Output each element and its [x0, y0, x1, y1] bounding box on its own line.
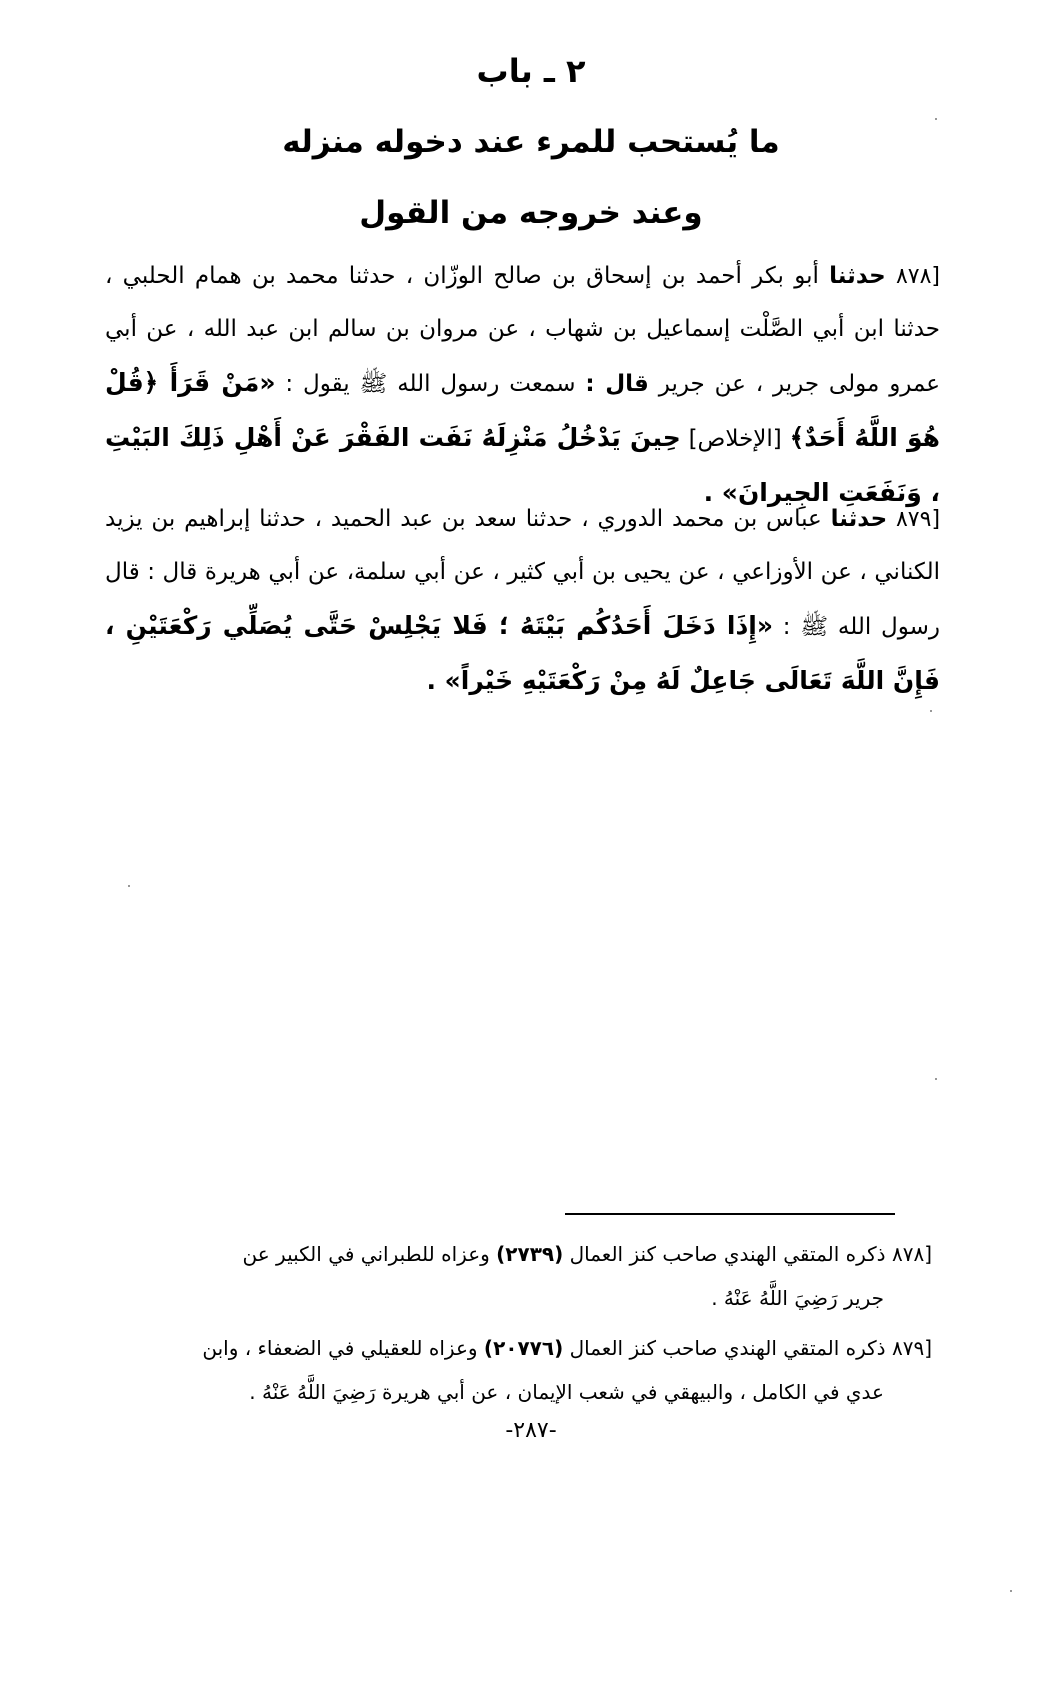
hadith-isnad: أبو بكر أحمد بن إسحاق بن صالح الوزّان ، حدثنا محمد بن همام الحلبي ، حدثنا ابن أبي الصَّلْت إسماعيل بن شهاب ، عن مروان بن سالم ابن عبد الله ، عن أبي عمرو مولى جرير ، عن جرير [105, 263, 941, 397]
hadith-number: [٨٧٨ [895, 264, 940, 289]
hadith-isnad: عباس بن محمد الدوري ، حدثنا سعد بن عبد الحميد ، حدثنا إبراهيم بن يزيد الكناني ، عن الأوزاعي ، عن يحيى بن أبي كثير ، عن أبي سلمة، عن أبي هريرة قال : قال رسول الله ﷺ : [105, 506, 941, 640]
hadith-lead: حدثنا [830, 506, 888, 532]
scan-speck [128, 885, 130, 887]
footnote-text-cont: وعزاه للعقيلي في الضعفاء ، وابن [202, 1336, 478, 1360]
hadith-number: [٨٧٩ [895, 507, 941, 532]
footnote-text-cont: وعزاه للطبراني في الكبير عن [242, 1242, 490, 1266]
hadith-quote: «إِذَا دَخَلَ أَحَدُكُم بَيْتَهُ ؛ فَلا يَجْلِسْ حَتَّى يُصَلِّي رَكْعَتَيْنِ ، فَإِنَّ اللَّهَ تَعَالَى جَاعِلٌ لَهُ مِنْ رَكْعَتَيْهِ خَيْراً» . [105, 611, 940, 695]
footnote-ref: (٢٧٣٩) [496, 1242, 564, 1266]
chapter-number: ٢ ـ باب [476, 52, 586, 90]
chapter-title-line2: وعند خروجه من القول [359, 195, 703, 231]
scan-speck [1010, 1590, 1012, 1592]
surah-reference: [الإخلاص] [688, 426, 782, 452]
footnote-line2: عدي في الكامل ، والبيهقي في شعب الإيمان ، عن أبي هريرة رَضِيَ اللَّهُ عَنْهُ . [249, 1380, 884, 1404]
footnote-text: ذكره المتقي الهندي صاحب كنز العمال [569, 1336, 886, 1360]
hadith-lead: حدثنا [829, 263, 886, 289]
page-number: -٢٨٧- [505, 1418, 557, 1443]
hadith-quote-part2: حِينَ يَدْخُلُ مَنْزِلَهُ نَفَت الفَقْرَ عَنْ أَهْلِ ذَلِكَ البَيْتِ ، وَنَفَعَتِ الجِيرانَ» . [105, 423, 940, 507]
chapter-title-line1: ما يُستحب للمرء عند دخوله منزله [282, 124, 780, 160]
scan-speck [930, 710, 932, 712]
footnote-text: ذكره المتقي الهندي صاحب كنز العمال [569, 1242, 886, 1266]
footnote-879 [102, 1326, 932, 1414]
hadith-quote-part1: «مَنْ قَرَأَ ﴿قُلْ هُوَ اللَّهُ أَحَدٌ﴾ [105, 368, 940, 452]
scan-speck [935, 1078, 937, 1080]
footnote-number: [٨٧٨ [891, 1242, 932, 1266]
scan-speck [935, 118, 937, 120]
hadith-qal: قال : [585, 371, 649, 397]
hadith-878 [105, 250, 940, 521]
hadith-intro: سمعت رسول الله ﷺ يقول : [285, 371, 576, 397]
footnote-878 [102, 1232, 932, 1320]
footnote-number: [٨٧٩ [891, 1336, 932, 1360]
footnote-ref: (٢٠٧٧٦) [483, 1336, 564, 1360]
footnote-line2: جرير رَضِيَ اللَّهُ عَنْهُ . [711, 1286, 884, 1310]
hadith-879 [105, 493, 940, 709]
footnote-divider [565, 1213, 895, 1215]
